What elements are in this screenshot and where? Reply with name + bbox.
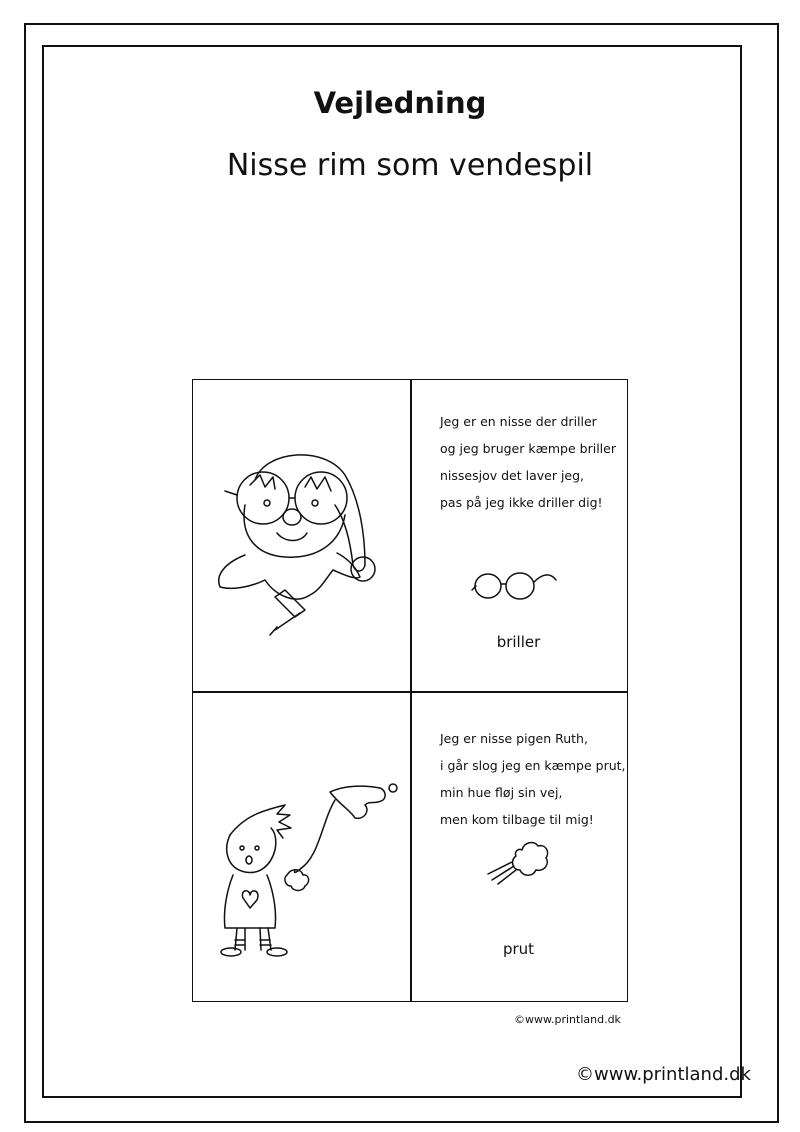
elf-with-glasses-illustration bbox=[215, 445, 385, 645]
page-subtitle: Nisse rim som vendespil bbox=[226, 148, 594, 183]
glasses-icon bbox=[470, 566, 560, 606]
copyright: ©www.printland.dk bbox=[576, 1064, 751, 1085]
poem-line: nissesjov det laver jeg, bbox=[440, 468, 585, 483]
poem-line: men kom tilbage til mig! bbox=[440, 812, 594, 827]
poem-line: min hue fløj sin vej, bbox=[440, 785, 563, 800]
poem-line: Jeg er nisse pigen Ruth, bbox=[440, 731, 588, 746]
page-title: Vejledning bbox=[313, 86, 487, 120]
card-prut-word: prut bbox=[502, 940, 535, 958]
card-briller-poem bbox=[440, 408, 616, 516]
poem-line: i går slog jeg en kæmpe prut, bbox=[440, 758, 626, 773]
poem-line: pas på jeg ikke driller dig! bbox=[440, 495, 603, 510]
small-copyright: ©www.printland.dk bbox=[514, 1013, 621, 1026]
card-prut-poem bbox=[440, 725, 626, 833]
poem-line: Jeg er en nisse der driller bbox=[440, 414, 597, 429]
card-briller-word: briller bbox=[496, 633, 541, 651]
grid-divider-horizontal bbox=[193, 691, 627, 693]
fart-cloud-icon bbox=[484, 836, 554, 886]
poem-line: og jeg bruger kæmpe briller bbox=[440, 441, 616, 456]
elf-girl-illustration bbox=[205, 780, 405, 960]
